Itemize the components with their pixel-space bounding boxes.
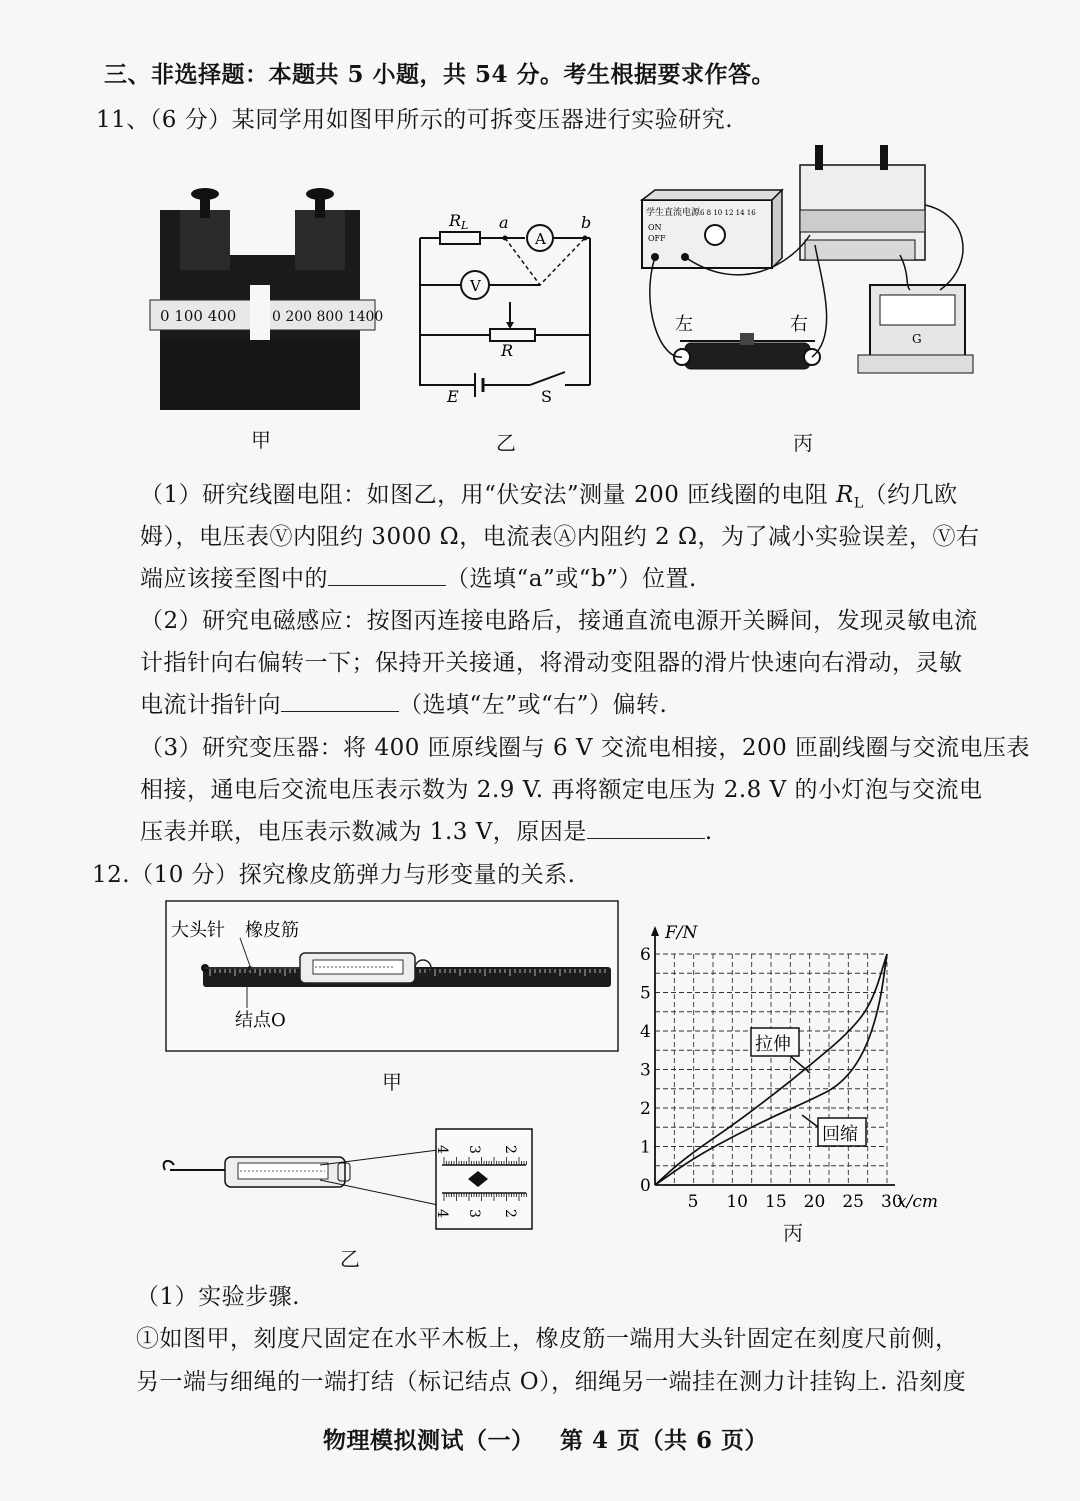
bing-psu-dial: 6 8 10 12 14 16: [700, 209, 756, 217]
y-tick-label: 2: [640, 1099, 651, 1119]
y-axis-arrow: [651, 926, 659, 936]
yi-s-label: S: [541, 387, 552, 406]
q11-p3-line2: 相接，通电后交流电压表示数为 2.9 V. 再将额定电压为 2.8 V 的小灯泡与交流电: [140, 777, 983, 803]
y-tick-label: 6: [640, 945, 651, 965]
yi-ammeter-label: A: [535, 230, 546, 248]
yi-point-a: a: [499, 213, 509, 232]
q11-jia-caption: 甲: [251, 428, 271, 452]
section-header: 三、非选择题：本题共 5 小题，共 54 分。考生根据要求作答。: [104, 61, 776, 88]
q11-p3-line3: 压表并联，电压表示数减为 1.3 V，原因是 .: [140, 819, 713, 845]
q12-steps-title: （1）实验步骤.: [136, 1284, 300, 1310]
q11-fig-jia: [150, 180, 384, 420]
x-tick-label: 20: [803, 1192, 826, 1212]
y-tick-label: 1: [640, 1137, 651, 1158]
q11-p1-line3: 端应该接至图中的 （选填“a”或“b”）位置.: [140, 566, 697, 592]
footer-page: 第 4 页（共 6 页）: [560, 1427, 769, 1454]
chart-annotation-stretch-text: 拉伸: [755, 1034, 791, 1055]
q12-fig-jia: [165, 900, 620, 1055]
yi-mark-bot-4: 4: [434, 1209, 450, 1218]
q12-jia-caption: 甲: [382, 1070, 402, 1094]
q11-yi-caption: 乙: [496, 431, 516, 455]
q11-p2-line1: （2）研究电磁感应：按图丙连接电路后，接通直流电源开关瞬间，发现灵敏电流: [140, 608, 978, 634]
q12-title: 12.（10 分）探究橡皮筋弹力与形变量的关系.: [92, 862, 576, 888]
yi-e-label: E: [447, 387, 459, 406]
jia-scale-right: 0 200 800 1400: [272, 309, 384, 325]
answer-blank-2[interactable]: [281, 691, 399, 712]
jia-knot-label: 结点O: [235, 1010, 286, 1031]
yi-mark-bot-3: 3: [466, 1209, 482, 1218]
q11-p3-line1: （3）研究变压器：将 400 匝原线圈与 6 V 交流电相接，200 匝副线圈与交流电压表: [140, 735, 1031, 761]
q11-p2-line2: 计指针向右偏转一下；保持开关接通，将滑动变阻器的滑片快速向右滑动，灵敏: [140, 650, 963, 676]
jia-scale-left: 0 100 400: [160, 307, 237, 325]
bing-psu-off: OFF: [648, 234, 666, 243]
q11-p1-line2: 姆），电压表Ⓥ内阻约 3000 Ω，电流表Ⓐ内阻约 2 Ω，为了减小实验误差，Ⓥ右: [140, 524, 980, 550]
q11-p2-line3: 电流计指针向 （选填“左”或“右”）偏转.: [140, 692, 668, 718]
yi-resistor-rl: [440, 232, 480, 244]
jia-band-label: 橡皮筋: [245, 920, 299, 941]
x-tick-label: 15: [765, 1192, 787, 1212]
x-tick-label: 30: [881, 1192, 903, 1212]
chart-caption: 丙: [783, 1221, 803, 1245]
answer-blank-1[interactable]: [328, 565, 446, 586]
yi-mark-top-2: 2: [502, 1145, 518, 1154]
bing-psu-label: 学生直流电源: [646, 208, 701, 218]
q11-fig-yi: [415, 210, 600, 410]
bing-galv-label: G: [912, 332, 922, 346]
q12-chart: [630, 915, 960, 1215]
bing-right-label: 右: [790, 314, 808, 335]
y-tick-label: 0: [640, 1176, 651, 1196]
x-tick-label: 10: [726, 1192, 748, 1212]
bing-left-label: 左: [675, 314, 693, 335]
x-tick-label: 5: [687, 1192, 699, 1212]
yi-mark-bot-2: 2: [502, 1209, 518, 1218]
y-tick-label: 5: [640, 983, 651, 1004]
jia-pin-label: 大头针: [171, 920, 225, 941]
q11-fig-bing: [640, 145, 975, 400]
yi-mark-top-3: 3: [466, 1145, 482, 1154]
yi-mark-top-4: 4: [434, 1145, 450, 1154]
yi-rheostat: [490, 329, 535, 341]
q11-p1-line1: （1）研究线圈电阻：如图乙，用“伏安法”测量 200 匝线圈的电阻 $R_L$（约几欧: [140, 482, 958, 512]
yi-voltmeter-label: V: [470, 277, 481, 295]
q12-fig-yi: [160, 1125, 540, 1235]
chart-x-label: x/cm: [897, 1192, 938, 1212]
answer-blank-3[interactable]: [587, 818, 705, 839]
chart-annotation-retract-text: 回缩: [822, 1124, 858, 1145]
footer-left: 物理模拟测试（一）: [323, 1427, 535, 1454]
y-tick-label: 4: [640, 1022, 651, 1042]
bing-rheostat: [685, 343, 810, 369]
yi-rl-label: RL: [449, 211, 469, 232]
q11-title: 11、（6 分）某同学用如图甲所示的可拆变压器进行实验研究.: [96, 107, 734, 133]
chart-annotation-retract: [802, 1115, 866, 1146]
bing-psu-on: ON: [648, 223, 662, 232]
q12-step1-line1: ①如图甲，刻度尺固定在水平木板上，橡皮筋一端用大头针固定在刻度尺前侧，: [136, 1326, 959, 1352]
y-tick-label: 3: [640, 1060, 651, 1081]
yi-point-b: b: [581, 213, 592, 232]
yi-r-label: R: [501, 341, 514, 360]
q11-bing-caption: 丙: [793, 431, 813, 455]
q12-yi-caption: 乙: [340, 1247, 360, 1271]
x-tick-label: 25: [842, 1192, 864, 1212]
q12-step1-line2: 另一端与细绳的一端打结（标记结点 O），细绳另一端挂在测力计挂钩上. 沿刻度: [136, 1369, 967, 1395]
chart-y-label: F/N: [665, 923, 698, 943]
